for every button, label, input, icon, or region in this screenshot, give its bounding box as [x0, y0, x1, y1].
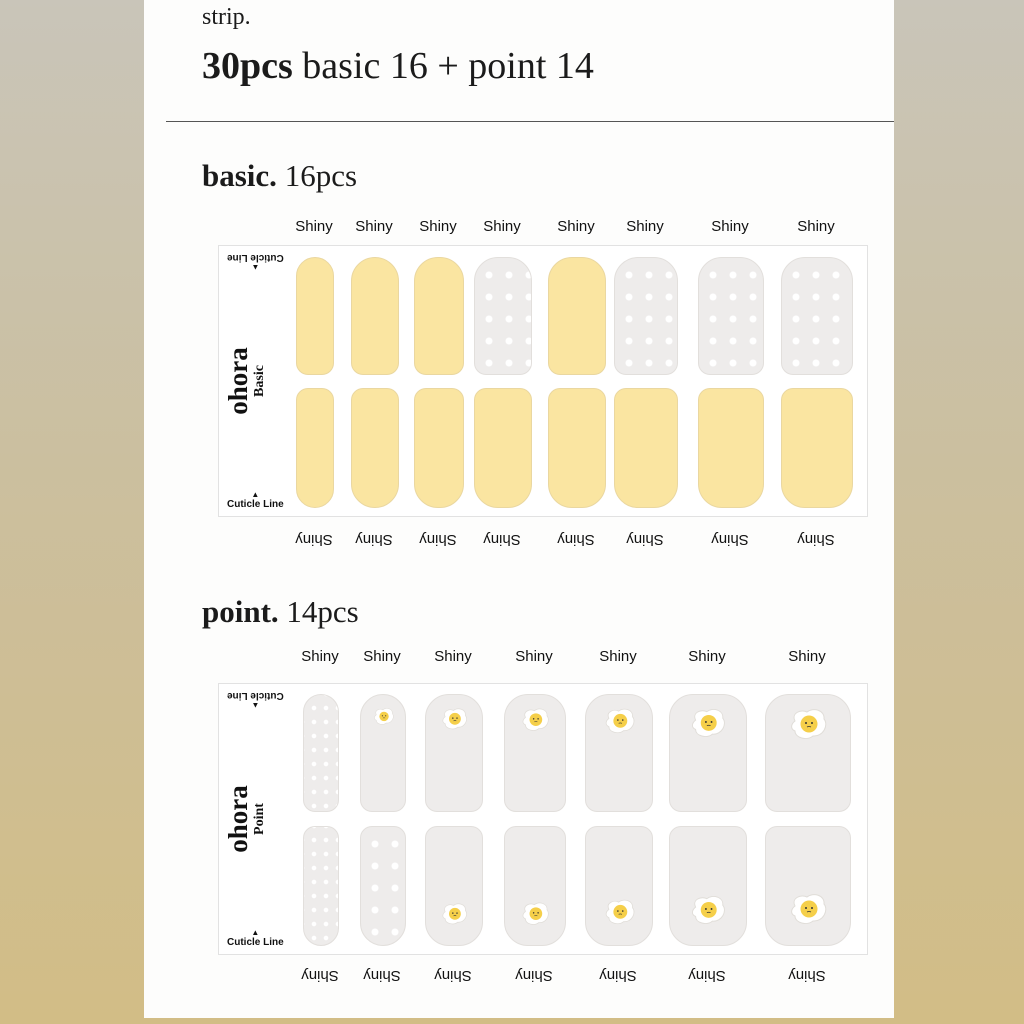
brand-block — [225, 316, 269, 446]
finish-label: Shiny — [363, 648, 401, 665]
fried-egg-icon — [373, 707, 395, 731]
finish-label: Shiny — [355, 531, 393, 548]
basic-title-bold: basic. — [202, 158, 277, 193]
nail-tip-fried-egg — [585, 694, 653, 812]
basic-title-count: 16pcs — [284, 158, 358, 193]
finish-label: Shiny — [626, 531, 664, 548]
nail-tip-yellow — [474, 388, 532, 508]
nail-tip-dots — [698, 257, 764, 375]
nail-tip-fried-egg — [669, 826, 747, 946]
fried-egg-icon — [441, 707, 469, 736]
nail-tip-fried-egg — [504, 694, 566, 812]
finish-label: Shiny — [711, 531, 749, 548]
cuticle-line-label-bottom: ▲ Cuticle Line — [227, 490, 284, 510]
arrow-up-icon: ▲ — [251, 701, 260, 710]
finish-label: Shiny — [557, 531, 595, 548]
finish-label: Shiny — [301, 648, 339, 665]
nail-tip-yellow — [548, 257, 606, 375]
fried-egg-icon — [521, 901, 551, 931]
finish-label: Shiny — [797, 218, 835, 235]
finish-label: Shiny — [483, 218, 521, 235]
nail-tip-fried-egg — [765, 694, 851, 812]
cuticle-line-label-top: ▲ Cuticle Line — [227, 252, 284, 272]
nail-tip-dots — [474, 257, 532, 375]
brand-line-name: Basic — [252, 365, 268, 397]
finish-label: Shiny — [599, 967, 637, 984]
fried-egg-icon — [789, 707, 829, 746]
nail-tip-dots — [781, 257, 853, 375]
finish-label: Shiny — [434, 967, 472, 984]
nail-tip-dots — [360, 826, 406, 946]
nail-tip-yellow — [296, 257, 334, 375]
fried-egg-icon — [789, 892, 829, 931]
nail-tip-yellow — [781, 388, 853, 508]
finish-label: Shiny — [515, 967, 553, 984]
basic-nail-sheet — [218, 245, 868, 517]
strip-label: strip. — [202, 4, 251, 30]
nail-tip-yellow — [548, 388, 606, 508]
total-count-heading — [202, 44, 594, 88]
finish-label: Shiny — [295, 531, 333, 548]
fried-egg-icon — [521, 707, 551, 737]
finish-label: Shiny — [688, 648, 726, 665]
nail-tip-yellow — [351, 257, 399, 375]
cuticle-line-label-top: ▲ Cuticle Line — [227, 690, 284, 710]
finish-label: Shiny — [419, 531, 457, 548]
nail-tip-dots — [303, 694, 339, 812]
section-divider — [166, 121, 894, 122]
finish-label: Shiny — [363, 967, 401, 984]
finish-label: Shiny — [515, 648, 553, 665]
finish-label: Shiny — [434, 648, 472, 665]
nail-tip-yellow — [698, 388, 764, 508]
brand-line-name: Point — [252, 803, 268, 835]
finish-label: Shiny — [355, 218, 393, 235]
nail-tip-yellow — [351, 388, 399, 508]
finish-label: Shiny — [483, 531, 521, 548]
point-title-bold: point. — [202, 594, 279, 629]
fried-egg-icon — [604, 707, 637, 740]
nail-tip-fried-egg — [360, 694, 406, 812]
nail-tip-fried-egg — [425, 826, 483, 946]
arrow-up-icon: ▲ — [251, 490, 260, 499]
total-count-breakdown: basic 16 + point 14 — [302, 45, 594, 87]
fried-egg-icon — [690, 894, 727, 931]
nail-tip-yellow — [296, 388, 334, 508]
nail-tip-dots — [303, 826, 339, 946]
finish-label: Shiny — [797, 531, 835, 548]
finish-label: Shiny — [599, 648, 637, 665]
finish-label: Shiny — [295, 218, 333, 235]
finish-label: Shiny — [688, 967, 726, 984]
finish-label: Shiny — [626, 218, 664, 235]
finish-label: Shiny — [301, 967, 339, 984]
point-nail-sheet — [218, 683, 868, 955]
total-count-bold: 30pcs — [202, 45, 293, 87]
fried-egg-icon — [604, 898, 637, 931]
nail-tip-dots — [614, 257, 678, 375]
fried-egg-icon — [441, 902, 469, 931]
nail-tip-yellow — [414, 388, 464, 508]
nail-tip-fried-egg — [669, 694, 747, 812]
brand-logo: ohora — [223, 347, 254, 415]
finish-label: Shiny — [788, 967, 826, 984]
finish-label: Shiny — [419, 218, 457, 235]
nail-tip-fried-egg — [765, 826, 851, 946]
finish-label: Shiny — [711, 218, 749, 235]
finish-label: Shiny — [557, 218, 595, 235]
product-info-panel — [144, 0, 894, 1018]
point-title-count: 14pcs — [286, 594, 359, 629]
brand-block — [225, 754, 269, 884]
nail-tip-fried-egg — [425, 694, 483, 812]
arrow-up-icon: ▲ — [251, 263, 260, 272]
finish-label: Shiny — [788, 648, 826, 665]
cuticle-line-label-bottom: ▲ Cuticle Line — [227, 928, 284, 948]
nail-tip-yellow — [414, 257, 464, 375]
arrow-up-icon: ▲ — [251, 928, 260, 937]
fried-egg-icon — [690, 707, 727, 744]
nail-tip-fried-egg — [585, 826, 653, 946]
nail-tip-fried-egg — [504, 826, 566, 946]
basic-section-title — [202, 158, 357, 194]
brand-logo: ohora — [223, 785, 254, 853]
point-section-title — [202, 594, 359, 630]
nail-tip-yellow — [614, 388, 678, 508]
